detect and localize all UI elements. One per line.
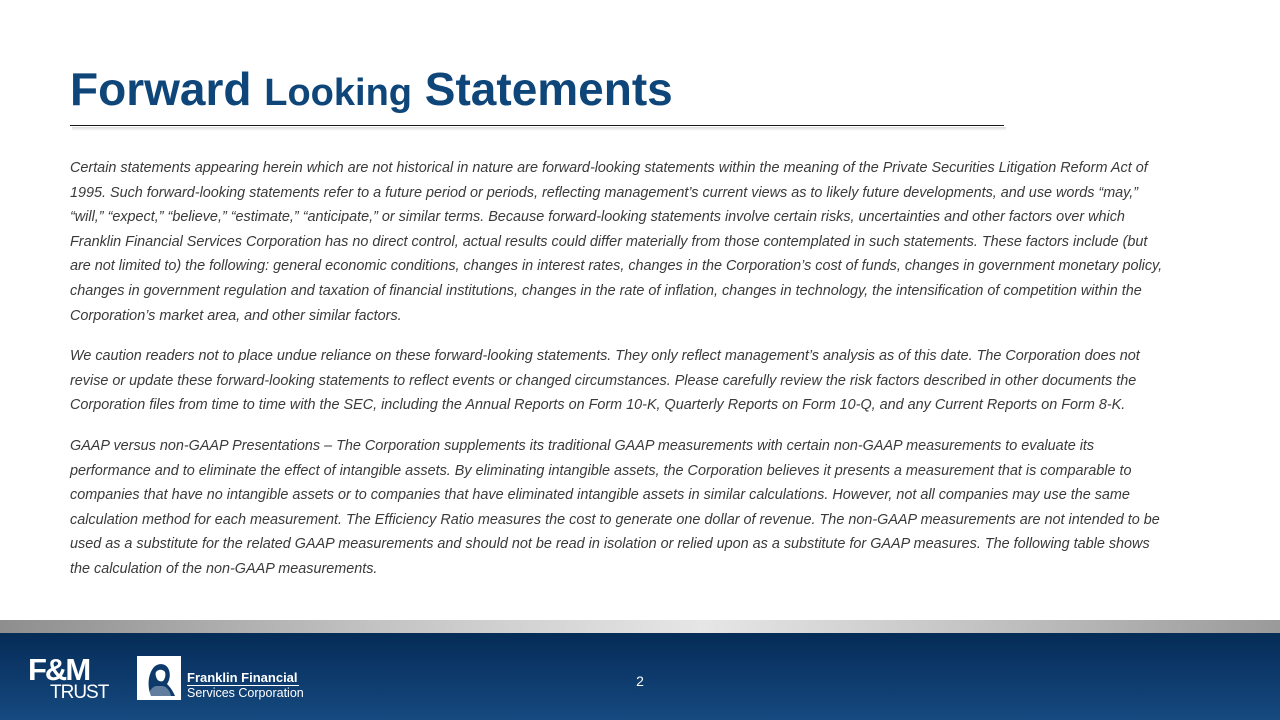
trust-logo-text: TRUST: [50, 682, 109, 703]
franklin-portrait-icon: [137, 656, 181, 700]
title-word-statements: Statements: [424, 63, 673, 115]
paragraph-gaap: GAAP versus non-GAAP Presentations – The Corporation supplements its traditional GAAP measurements with certain non-GAAP measurements to evaluate its performance and to eliminate the effect of intangible assets. By eliminating intangible assets, the Corporation believes it presents a measurement that is comparable to companies that have no intangible assets or to companies that have eliminated intangible assets in similar calculations. However, not all companies may use the same calculation method for each measurement. The Efficiency Ratio measures the cost to generate one dollar of revenue. The non-GAAP measurements are not intended to be used as a substitute for the related GAAP measurements and should not be read in isolation or relied upon as a substitute for GAAP measures. The following table shows the calculation of the non-GAAP measurements.: [70, 437, 1160, 577]
fm-trust-logo: [28, 652, 112, 703]
body-text: [70, 156, 1170, 582]
footer-silver-band: [0, 620, 1280, 634]
footer: [0, 633, 1280, 720]
title-divider-shadow: [72, 127, 1006, 131]
paragraph-forward-looking: Certain statements appearing herein which are not historical in nature are forward-looking statements within the meaning of the Private Securities Litigation Reform Act of 1995. Such forward-looking statements refer to a future period or periods, reflecting management’s current views as to likely future developments, and use words “may,” “will,” “expect,” “believe,” “estimate,” “anticipate,” or similar terms. Because forward-looking statements involve certain risks, uncertainties and other factors over which Franklin Financial Services Corporation has no direct control, actual results could differ materially from those contemplated in such statements. These factors include (but are not limited to) the following: general economic conditions, changes in interest rates, changes in the Corporation’s cost of funds, changes in government monetary policy, changes in government regulation and taxation of financial institutions, changes in the rate of inflation, changes in technology, the intensification of competition within the Corporation’s market area, and other similar factors.: [70, 160, 1163, 324]
services-corporation-text: Services Corporation: [187, 686, 304, 700]
franklin-financial-logo: [137, 656, 307, 702]
page-title: [70, 58, 673, 124]
paragraph-caution: We caution readers not to place undue reliance on these forward-looking statements. They only reflect management’s analysis as of this date. The Corporation does not revise or update these forward-looking statements to reflect events or changed circumstances. Please carefully review the risk factors described in other documents the Corporation files from time to time with the SEC, including the Annual Reports on Form 10-K, Quarterly Reports on Form 10-Q, and any Current Reports on Form 8-K.: [70, 348, 1140, 414]
title-word-forward: Forward: [70, 63, 252, 115]
title-divider: [70, 125, 1004, 126]
title-word-looking: Looking: [264, 72, 413, 114]
fm-logo-text: F&M: [28, 652, 90, 687]
franklin-financial-text: Franklin Financial: [187, 670, 298, 685]
page-number: 2: [636, 673, 644, 689]
